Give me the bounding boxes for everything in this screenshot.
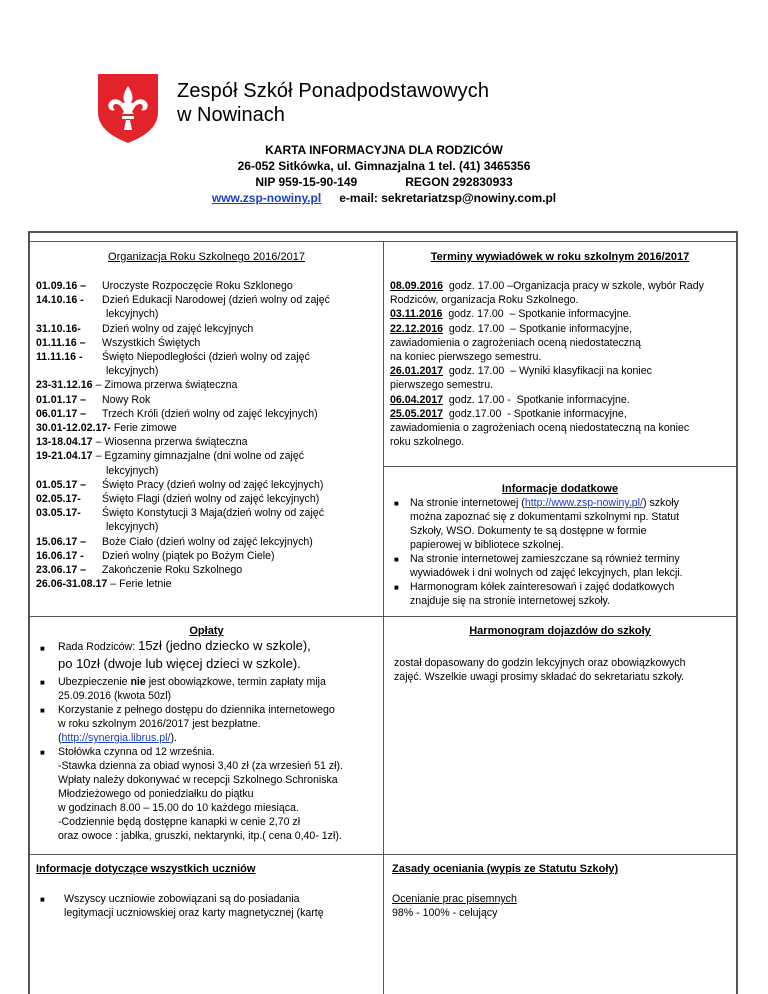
website-link[interactable]: www.zsp-nowiny.pl (211, 191, 322, 205)
bullet-icon: ■ (40, 748, 45, 757)
organizacja-date: 02.05.17- (36, 493, 81, 505)
organizacja-date: 26.06-31.08.17 (36, 578, 108, 591)
wywiadowka-row (390, 393, 630, 407)
wywiadowka-row (390, 407, 627, 421)
wywiadowki-title: Terminy wywiadówek w roku szkolnym 2016/2017 (430, 251, 690, 263)
wywiadowka-date: 06.04.2017 (390, 393, 444, 406)
organizacja-text: Wszystkich Świętych (102, 336, 201, 349)
uczniowie-text: Wszyscy uczniowie zobowiązani są do posiadania (64, 893, 300, 905)
school-logo (96, 72, 160, 144)
organizacja-date: 16.06.17 - (36, 549, 84, 562)
wywiadowka-row (390, 435, 464, 449)
organizacja-date: 03.05.17- (36, 507, 81, 520)
wywiadowka-text: godz. 17.00 –Organizacja pracy w szkole, wybór Rady (443, 280, 704, 292)
organizacja-text: lekcyjnych) (106, 365, 159, 378)
stolowka: Stołówka czynna od 12 września. (58, 746, 215, 758)
wywiadowka-text: zawiadomienia o zagrożeniach oceną niedostateczną (390, 336, 641, 349)
informacje-title: Informacje dodatkowe (501, 483, 619, 495)
organizacja-text: Święto Pracy (dzień wolny od zajęć lekcyjnych) (102, 478, 324, 491)
school-name-line2: w Nowinach (177, 104, 285, 126)
wywiadowka-date: 08.09.2016 (390, 280, 444, 292)
wywiadowka-text: godz. 17.00 – Wyniki klasyfikacji na koniec (443, 365, 652, 378)
organizacja-text: Nowy Rok (102, 393, 151, 406)
organizacja-text: lekcyjnych) (106, 308, 159, 321)
organizacja-row (36, 464, 158, 478)
organizacja-row (36, 364, 158, 378)
informacje-item-3: Harmonogram kółek zainteresowań i zajęć dodatkowych (410, 581, 675, 593)
ocenianie-title: Zasady oceniania (wypis ze Statutu Szkoły) (392, 863, 619, 875)
rule-right-1 (384, 466, 736, 467)
organizacja-date: 01.09.16 – (36, 280, 87, 292)
organizacja-row (36, 435, 247, 449)
rule-right-2 (384, 616, 736, 617)
informacje-item-1: Na stronie internetowej (http://www.zsp-nowiny.pl/) szkoły (410, 497, 679, 509)
organizacja-text: Boże Ciało (dzień wolny od zajęć lekcyjnych) (102, 535, 313, 548)
organizacja-row (36, 549, 275, 563)
nip: NIP 959-15-90-149 (255, 175, 358, 189)
bullet-icon: ■ (40, 895, 45, 904)
organizacja-text: – Zimowa przerwa świąteczna (95, 379, 238, 392)
wywiadowka-row (390, 293, 578, 307)
bullet-icon: ■ (394, 583, 399, 592)
wywiadowka-date: 25.05.2017 (390, 407, 444, 420)
wywiadowka-row (390, 378, 493, 392)
informacje-item-1-line2: można zapoznać się z dokumentami szkolnymi np. Statut (410, 511, 680, 523)
organizacja-row (36, 336, 200, 350)
organizacja-date: 11.11.16 - (36, 351, 83, 363)
organizacja-text: Dzień wolny od zajęć lekcyjnych (102, 322, 254, 335)
wywiadowka-row (390, 350, 541, 364)
bullet-icon: ■ (40, 644, 45, 653)
dziennik: Korzystanie z pełnego dostępu do dziennika internetowego (58, 704, 335, 716)
bullet-icon: ■ (40, 706, 45, 715)
bullet-icon: ■ (394, 499, 399, 508)
rule-left-1 (30, 616, 383, 617)
organizacja-text: lekcyjnych) (106, 521, 159, 534)
wywiadowka-text: Rodziców, organizacja Roku Szkolnego. (390, 294, 579, 307)
organizacja-row (36, 279, 293, 293)
wywiadowka-row (390, 336, 641, 350)
organizacja-date: 06.01.17 – (36, 407, 87, 420)
nip-regon (0, 174, 768, 190)
rada-rodzicow: Rada Rodziców: 15zł (jedno dziecko w szkole), (58, 638, 311, 653)
organizacja-row (36, 506, 324, 520)
organizacja-text: Uroczyste Rozpoczęcie Roku Szklonego (102, 280, 293, 292)
organizacja-date: 31.10.16- (36, 322, 81, 335)
wywiadowka-date: 03.11.2016 (390, 308, 443, 321)
informacje-item-3-line2: znajduje się na stronie internetowej szkoły. (410, 595, 611, 607)
informacje-item-2-line2: wywiadówek i dni wolnych od zajęć lekcyjnych, plan lekcji. (410, 567, 683, 579)
organizacja-text: Dzień wolny (piątek po Bożym Ciele) (102, 549, 275, 562)
bullet-icon: ■ (394, 555, 399, 564)
ocenianie-line1: 98% - 100% - celujący (392, 907, 498, 919)
wywiadowka-row (390, 322, 632, 336)
doc-title: KARTA INFORMACYJNA DLA RODZICÓW (265, 143, 503, 157)
organizacja-row (36, 421, 177, 435)
organizacja-row (36, 478, 323, 492)
organizacja-text: lekcyjnych) (106, 464, 159, 477)
contact-line (0, 190, 768, 206)
wywiadowka-row (390, 364, 652, 378)
organizacja-text: Święto Flagi (dzień wolny od zajęć lekcyjnych) (102, 493, 320, 505)
wywiadowka-text: godz. 17.00 – Spotkanie informacyjne, (443, 322, 633, 335)
dojazdy-title: Harmonogram dojazdów do szkoły (469, 625, 651, 637)
bullet-icon: ■ (40, 678, 45, 687)
wywiadowka-text: pierwszego semestru. (390, 379, 494, 392)
organizacja-row (36, 577, 172, 591)
organizacja-row (36, 293, 330, 307)
organizacja-row (36, 520, 158, 534)
organizacja-row (36, 322, 253, 336)
uczniowie-title: Informacje dotyczące wszystkich uczniów (36, 863, 256, 875)
organizacja-row (36, 407, 318, 421)
organizacja-row (36, 449, 304, 463)
librus-link[interactable]: http://synergia.librus.pl/ (61, 732, 171, 744)
wywiadowka-text: na koniec pierwszego semestru. (390, 351, 542, 363)
organizacja-text: Trzech Króli (dzień wolny od zajęć lekcyjnych) (102, 407, 318, 420)
organizacja-title: Organizacja Roku Szkolnego 2016/2017 (108, 251, 305, 263)
rada-rodzicow-line2: po 10zł (dwoje lub więcej dzieci w szkole). (58, 656, 301, 671)
organizacja-text: Ferie zimowe (113, 422, 177, 434)
regon: REGON 292830933 (405, 175, 513, 189)
ocenianie-subtitle: Ocenianie prac pisemnych (392, 893, 517, 905)
organizacja-text: Dzień Edukacji Narodowej (dzień wolny od zajęć (102, 294, 330, 307)
wywiadowka-row (390, 307, 631, 321)
website-link-2[interactable]: http://www.zsp-nowiny.pl/ (524, 497, 643, 509)
wywiadowka-text: godz. 17.00 – Spotkanie informacyjne. (442, 308, 632, 321)
informacje-item-2: Na stronie internetowej zamieszczane są również terminy (410, 553, 680, 565)
informacje-item-1-line4: papierowej w bibliotece szkolnej. (410, 539, 564, 551)
informacje-item-1-line3: Szkoły, WSO. Dokumenty te są dostępne w formie (410, 525, 647, 537)
organizacja-date: 23-31.12.16 (36, 379, 93, 392)
stolowka-line2: -Stawka dzienna za obiad wynosi 3,40 zł (za wrzesień 51 zł). (58, 760, 343, 772)
address: 26-052 Sitkówka, ul. Gimnazjalna 1 tel. (41) 3465356 (237, 159, 531, 173)
organizacja-text: Zakończenie Roku Szkolnego (102, 564, 243, 576)
organizacja-date: 01.05.17 – (36, 478, 87, 491)
wywiadowka-text: godz.17.00 - Spotkanie informacyjne, (443, 407, 627, 420)
organizacja-row (36, 563, 242, 577)
dziennik-line2: w roku szkolnym 2016/2017 jest bezpłatne. (58, 718, 261, 730)
organizacja-date: 15.06.17 – (36, 535, 87, 548)
organizacja-text: – Ferie letnie (110, 578, 172, 591)
organizacja-date: 01.11.16 – (36, 336, 86, 349)
ubezpieczenie: Ubezpieczenie nie jest obowiązkowe, termin zapłaty mija (58, 676, 326, 688)
wywiadowka-text: zawiadomienia o zagrożeniach oceną niedostateczną na koniec (390, 422, 690, 434)
organizacja-text: Święto Niepodległości (dzień wolny od zajęć (102, 351, 310, 363)
column-divider (383, 241, 384, 994)
ubezpieczenie-line2: 25.09.2016 (kwota 50zl) (58, 690, 172, 702)
top-rule (30, 241, 736, 242)
organizacja-text: – Wiosenna przerwa świąteczna (95, 436, 248, 449)
organizacja-row (36, 350, 310, 364)
wywiadowka-row (390, 279, 704, 293)
oplaty-title: Opłaty (189, 625, 224, 637)
organizacja-date: 23.06.17 – (36, 564, 87, 576)
stolowka-line5: w godzinach 8.00 – 15.00 do 10 każdego miesiąca. (58, 802, 299, 814)
school-name-line1: Zespół Szkół Ponadpodstawowych (177, 80, 490, 102)
organizacja-text: – Egzaminy gimnazjalne (dni wolne od zajęć (95, 450, 305, 463)
wywiadowka-date: 22.12.2016 (390, 322, 444, 335)
organizacja-text: Święto Konstytucji 3 Maja(dzień wolny od zajęć (102, 507, 324, 520)
stolowka-line4: Młodzieżowego od poniedziałku do piątku (58, 788, 254, 800)
organizacja-date: 14.10.16 - (36, 294, 84, 307)
stolowka-line7: oraz owoce : jabłka, gruszki, nektarynki, itp.( cena 0,40- 1zł). (58, 830, 342, 842)
wywiadowka-text: godz. 17.00 - Spotkanie informacyjne. (443, 393, 630, 406)
stolowka-line3: Wpłaty należy dokonywać w recepcji Szkolnego Schroniska (58, 774, 338, 786)
wywiadowka-text: roku szkolnego. (390, 436, 465, 449)
wywiadowka-row (390, 421, 689, 435)
organizacja-date: 19-21.04.17 (36, 450, 93, 463)
organizacja-date: 30.01-12.02.17- (36, 422, 111, 434)
stolowka-line6: -Codziennie będą dostępne kanapki w cenie 2,70 zł (58, 816, 301, 828)
organizacja-row (36, 393, 150, 407)
dziennik-line3: (http://synergia.librus.pl/). (58, 732, 177, 744)
organizacja-date: 13-18.04.17 (36, 436, 93, 449)
dojazdy-text-line2: zajęć. Wszelkie uwagi prosimy składać do sekretariatu szkoły. (394, 671, 685, 683)
organizacja-row (36, 492, 319, 506)
organizacja-row (36, 535, 313, 549)
organizacja-date: 01.01.17 – (36, 393, 87, 406)
uczniowie-text-line2: legitymacji uczniowskiej oraz karty magnetycznej (kartę (64, 907, 324, 919)
email: e-mail: sekretariatzsp@nowiny.com.pl (339, 191, 557, 205)
organizacja-row (36, 307, 158, 321)
organizacja-row (36, 378, 237, 392)
wywiadowka-date: 26.01.2017 (390, 365, 444, 378)
rule-bottom (30, 854, 736, 855)
dojazdy-text: został dopasowany do godzin lekcyjnych oraz obowiązkowych (394, 657, 686, 669)
